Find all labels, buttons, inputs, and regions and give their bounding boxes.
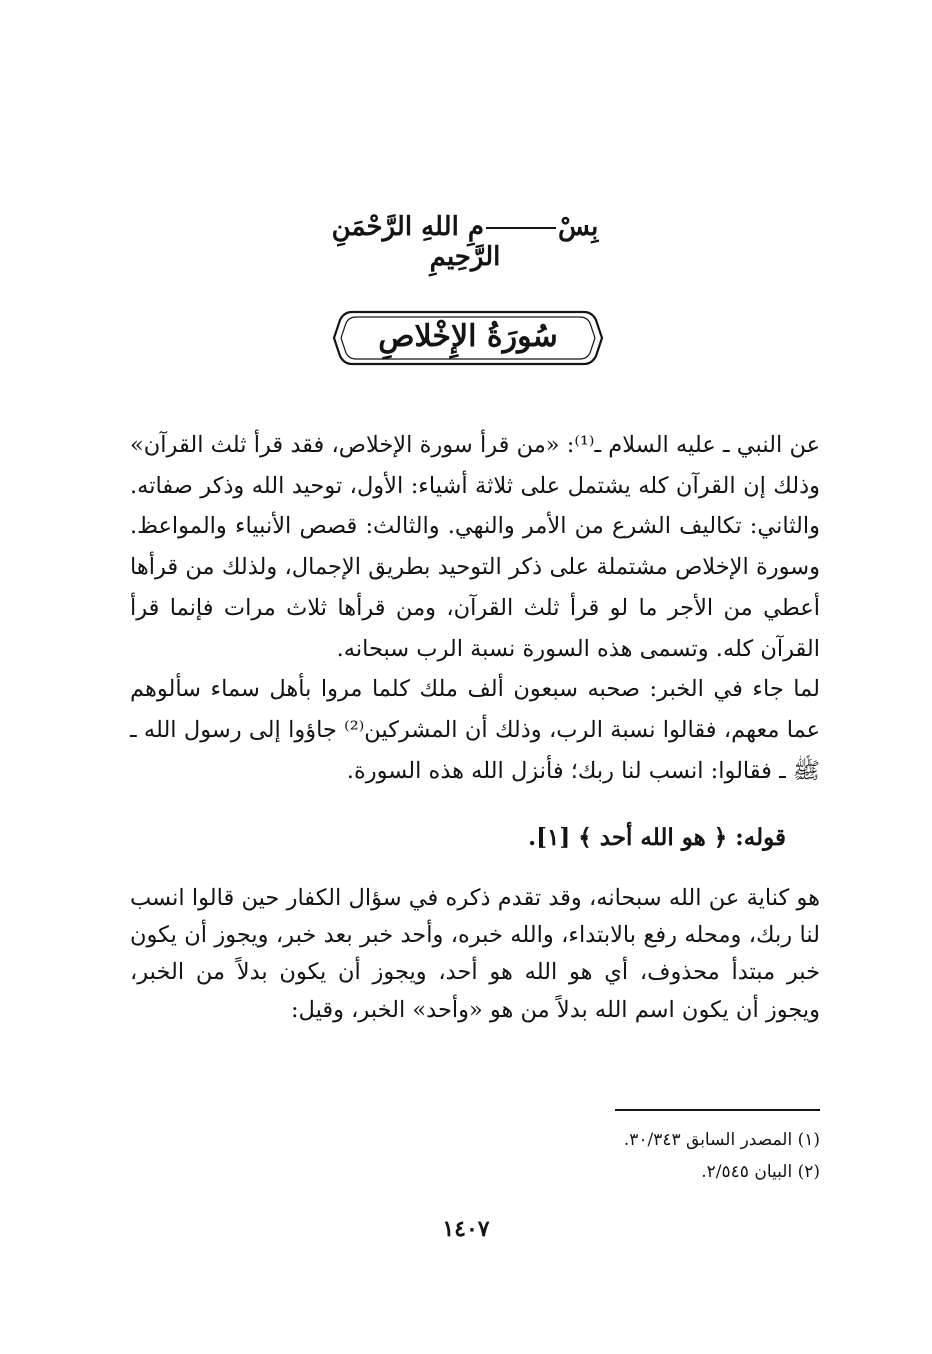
intro-paragraph: عن النبي ـ عليه السلام ـ⁽¹⁾: «من قرأ سورة الإخلاص، فقد قرأ ثلث القرآن» وذلك إن القرآن كله يشتمل على ثلاثة أشياء: الأول، توحيد الله وذكر صفاته. والثاني: تكاليف الشرع من الأمر والنهي. والثالث: قصص الأنبياء والمواعظ. وسورة الإخلاص مشتملة على ذكر التوحيد بطريق الإجمال، ولذلك من قرأها أعطي من الأجر ما لو قرأ ثلث القرآن، ومن قرأها ثلاث مرات فإنما قرأ القرآن كله. وتسمى هذه السورة نسبة الرب سبحانه. [130, 432, 820, 662]
tafsir-paragraph: هو كناية عن الله سبحانه، وقد تقدم ذكره في سؤال الكفار حين قالوا انسب لنا ربك، ومحله رفع بالابتداء، والله خبره، وأحد خبر بعد خبر، ويجوز أن يكون خبر مبتدأ محذوف، أي هو الله هو أحد، ويجوز أن يكون بدلاً من الخبر، ويجوز أن يكون اسم الله بدلاً من هو «وأحد» الخبر، وقيل: [130, 885, 820, 1023]
main-text [130, 425, 820, 791]
basmala-start: بِسْ [557, 212, 599, 242]
footnotes [320, 1124, 820, 1188]
surah-title-frame [330, 308, 606, 368]
basmala-rest: مِ اللهِ الرَّحْمَنِ الرَّحِيمِ [331, 212, 501, 272]
second-paragraph: لما جاء في الخبر: صحبه سبعون ألف ملك كلما مروا بأهل سماء سألوهم عما معهم، فقالوا نسبة الرب، وذلك أن المشركين⁽²⁾ جاؤوا إلى رسول الله ـ ﷺ ـ فقالوا: انسب لنا ربك؛ فأنزل الله هذه السورة. [130, 676, 821, 784]
basmala-stretch-line [486, 227, 556, 229]
surah-title: سُورَةُ الإِخْلاصِ [378, 319, 558, 354]
basmala-heading [300, 212, 630, 272]
tafsir-text [130, 880, 820, 1029]
footnote-separator [615, 1109, 820, 1111]
footnote-item: (٢) البيان ٢/٥٤٥. [701, 1162, 820, 1182]
footnote-item: (١) المصدر السابق ٣٠/٣٤٣. [623, 1130, 820, 1150]
verse-quote: قوله: ﴿ هو الله أحد ﴾ [١]. [528, 824, 786, 851]
page-number: ١٤٠٧ [442, 1216, 490, 1242]
